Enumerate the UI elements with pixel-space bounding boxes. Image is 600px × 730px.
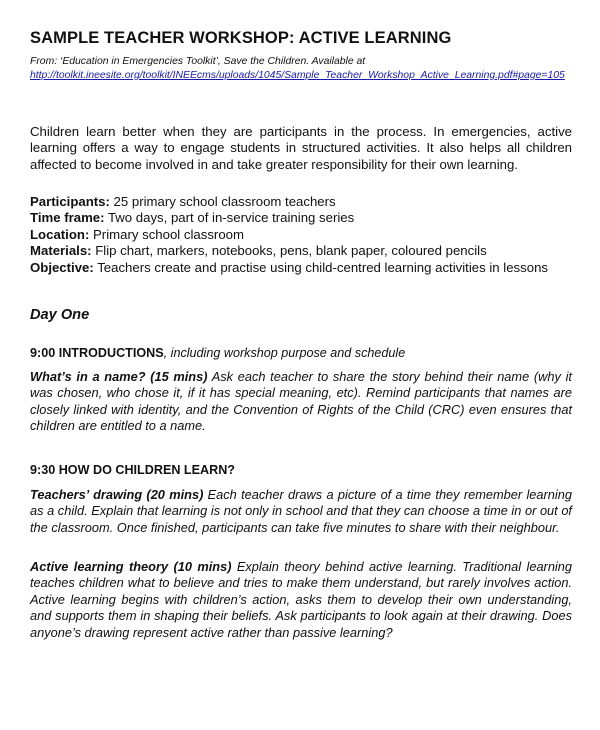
workshop-details bbox=[30, 194, 572, 276]
detail-label: Participants: bbox=[30, 194, 110, 209]
day-heading: Day One bbox=[30, 307, 90, 323]
activity-whats-in-a-name bbox=[30, 369, 572, 435]
detail-value: Teachers create and practise using child-centred learning activities in lessons bbox=[93, 259, 548, 275]
intro-paragraph: Children learn better when they are participants in the process. In emergencies, active learning offers a way to engage students in structured activities. It also helps all children affected to become involved in and take greater responsibility for their own learning. bbox=[30, 124, 572, 172]
source-citation bbox=[30, 55, 575, 82]
activity-text: Each teacher draws a picture of a time they remember learning as a child. Explain that learning is not only in school and that they can choose a time in or out of the classroom. Once finished, participants can take five minutes to share with their neighbour. bbox=[30, 487, 572, 535]
activity-active-learning-theory bbox=[30, 559, 572, 641]
detail-value: Flip chart, markers, notebooks, pens, blank paper, coloured pencils bbox=[91, 243, 487, 259]
activity-lead: Teachers’ drawing (20 mins) bbox=[30, 487, 204, 502]
detail-location bbox=[30, 227, 572, 243]
detail-label: Materials: bbox=[30, 243, 92, 259]
detail-materials bbox=[30, 243, 572, 259]
detail-objective bbox=[30, 260, 572, 276]
source-prefix: From: ‘Education in Emergencies Toolkit’, Save the Children. Available at bbox=[30, 56, 366, 67]
detail-value: Two days, part of in-service training series bbox=[104, 210, 355, 226]
activity-text: Ask each teacher to share the story behind their name (why it was chosen, who chose it, if it has special meaning, etc). Remind participants that names are closely linked with identity, and the Convention of Rights of the Child (CRC) even ensures that children are entitled to a name. bbox=[30, 369, 572, 434]
document-title: SAMPLE TEACHER WORKSHOP: ACTIVE LEARNING bbox=[30, 29, 452, 47]
activity-lead: What’s in a name? (15 mins) bbox=[30, 369, 208, 384]
detail-participants bbox=[30, 194, 572, 210]
session-time-title: 9:30 HOW DO CHILDREN LEARN? bbox=[30, 463, 236, 477]
detail-label: Objective: bbox=[30, 259, 94, 275]
detail-label: Location: bbox=[30, 226, 90, 242]
session-heading-how-children-learn bbox=[30, 463, 235, 477]
activity-lead: Active learning theory (10 mins) bbox=[30, 559, 232, 574]
detail-label: Time frame: bbox=[30, 210, 105, 226]
detail-time-frame bbox=[30, 210, 572, 226]
session-time-title: 9:00 INTRODUCTIONS bbox=[30, 346, 164, 360]
detail-value: Primary school classroom bbox=[89, 226, 244, 242]
source-link[interactable]: http://toolkit.ineesite.org/toolkit/INEEcms/uploads/1045/Sample_Teacher_Workshop_Active_Learning.pdf#page=105 bbox=[30, 69, 565, 81]
session-heading-introductions bbox=[30, 346, 405, 360]
activity-text: Explain theory behind active learning. Traditional learning teaches children what to believe and tries to make them understand, but rarely involves action. Active learning begins with children’s action, asks them to develop their own understanding, and supports them in shaping their beliefs. Ask participants to look again at their drawing. Does anyone’s drawing represent active rather than passive learning? bbox=[30, 559, 573, 640]
detail-value: 25 primary school classroom teachers bbox=[109, 194, 336, 209]
activity-teachers-drawing bbox=[30, 487, 572, 536]
session-subtitle: , including workshop purpose and schedule bbox=[163, 346, 406, 360]
